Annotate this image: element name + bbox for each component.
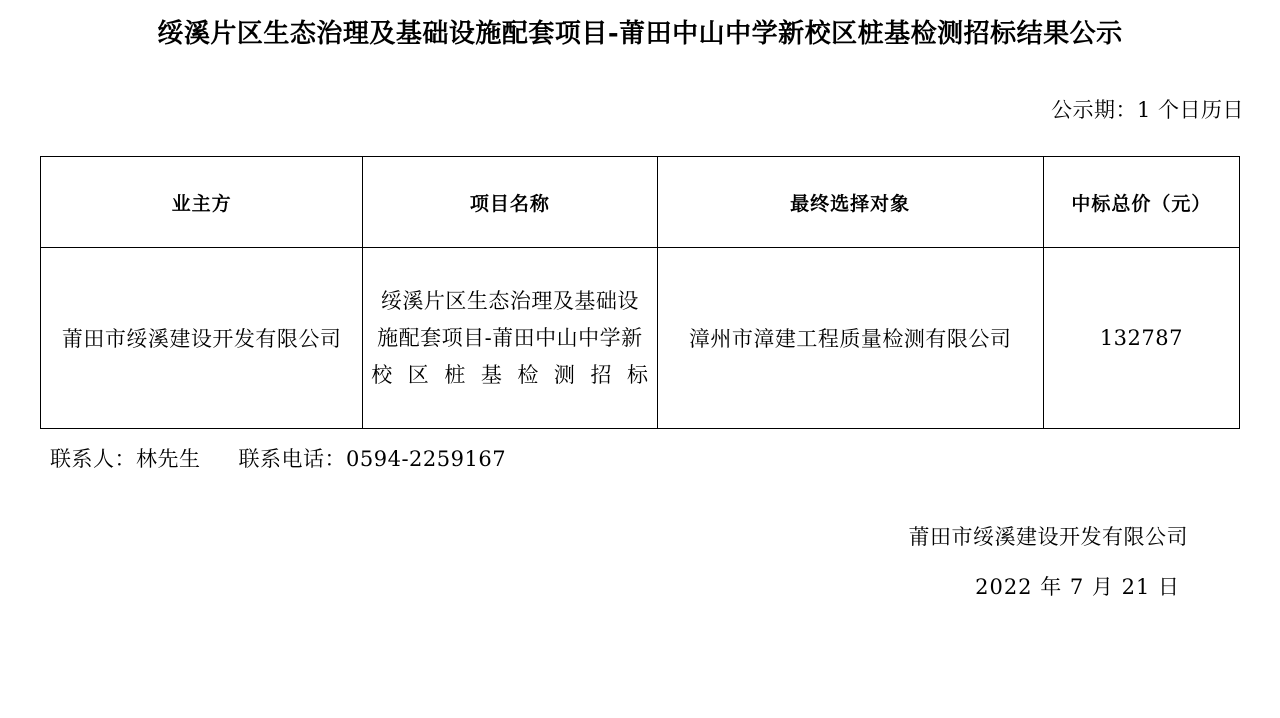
cell-winner: 漳州市漳建工程质量检测有限公司 — [657, 248, 1043, 429]
cell-owner: 莆田市绥溪建设开发有限公司 — [41, 248, 363, 429]
result-table-container — [40, 156, 1240, 429]
notice-period: 公示期：1 个日历日 — [1050, 98, 1244, 123]
signature-date: 2022 年 7 月 21 日 — [975, 575, 1180, 600]
column-header-winner: 最终选择对象 — [657, 157, 1043, 248]
contact-person-label: 联系人： — [50, 447, 136, 472]
table-header-row — [41, 157, 1240, 248]
signature-organization: 莆田市绥溪建设开发有限公司 — [908, 525, 1188, 550]
cell-project: 绥溪片区生态治理及基础设施配套项目-莆田中山中学新校区桩基检测招标 — [363, 248, 657, 429]
table-body — [41, 248, 1240, 429]
column-header-amount: 中标总价（元） — [1043, 157, 1239, 248]
contact-phone-value: 0594-2259167 — [346, 447, 507, 472]
cell-amount: 132787 — [1043, 248, 1239, 429]
contact-phone-label: 联系电话： — [238, 447, 346, 472]
contact-line — [50, 443, 1280, 473]
column-header-owner: 业主方 — [41, 157, 363, 248]
table-row — [41, 248, 1240, 429]
column-header-project: 项目名称 — [363, 157, 657, 248]
contact-person-value: 林先生 — [136, 447, 201, 472]
page-title: 绥溪片区生态治理及基础设施配套项目-莆田中山中学新校区桩基检测招标结果公示 — [157, 19, 1123, 49]
table-header — [41, 157, 1240, 248]
bid-result-table — [40, 156, 1240, 429]
